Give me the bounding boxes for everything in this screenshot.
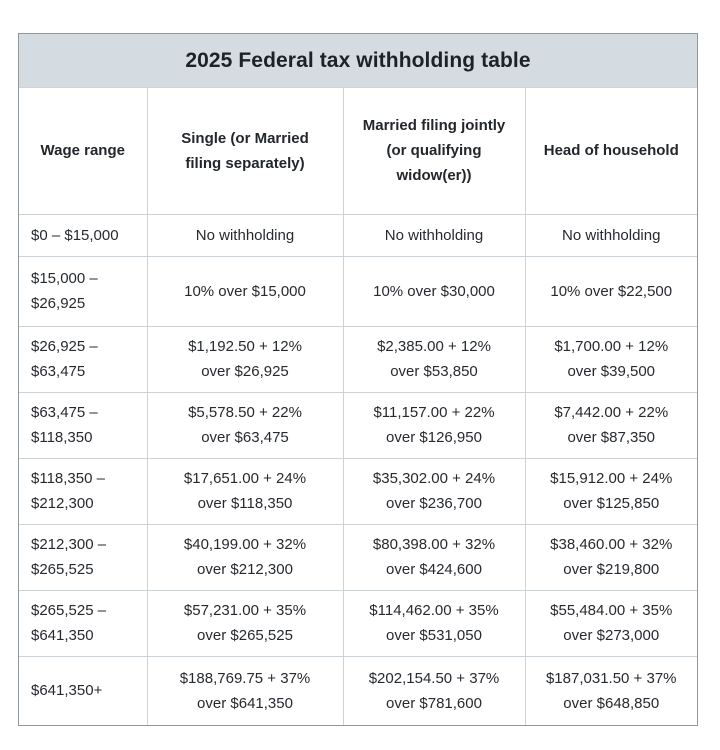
cell-married-jointly: $11,157.00 + 22% over $126,950 bbox=[343, 392, 525, 458]
table-row bbox=[19, 256, 697, 326]
cell-married-jointly: $35,302.00 + 24% over $236,700 bbox=[343, 458, 525, 524]
cell-wage-range: $265,525 – $641,350 bbox=[19, 590, 147, 656]
cell-married-jointly: $80,398.00 + 32% over $424,600 bbox=[343, 524, 525, 590]
table-row bbox=[19, 590, 697, 656]
table-row bbox=[19, 392, 697, 458]
cell-single: No withholding bbox=[147, 214, 343, 256]
cell-married-jointly: $202,154.50 + 37% over $781,600 bbox=[343, 656, 525, 725]
cell-wage-range: $15,000 – $26,925 bbox=[19, 256, 147, 326]
header-wage-range: Wage range bbox=[19, 88, 147, 214]
cell-head-of-household: $7,442.00 + 22% over $87,350 bbox=[525, 392, 697, 458]
header-head-of-household: Head of household bbox=[525, 88, 697, 214]
header-single: Single (or Married filing separately) bbox=[147, 88, 343, 214]
header-row bbox=[19, 88, 697, 214]
cell-single: $40,199.00 + 32% over $212,300 bbox=[147, 524, 343, 590]
cell-single: $1,192.50 + 12% over $26,925 bbox=[147, 326, 343, 392]
table-title: 2025 Federal tax withholding table bbox=[19, 34, 697, 88]
cell-head-of-household: $38,460.00 + 32% over $219,800 bbox=[525, 524, 697, 590]
cell-single: 10% over $15,000 bbox=[147, 256, 343, 326]
cell-married-jointly: No withholding bbox=[343, 214, 525, 256]
cell-wage-range: $0 – $15,000 bbox=[19, 214, 147, 256]
header-married-jointly: Married filing jointly (or qualifying widow(er)) bbox=[343, 88, 525, 214]
cell-wage-range: $212,300 – $265,525 bbox=[19, 524, 147, 590]
table-row bbox=[19, 326, 697, 392]
table-row bbox=[19, 656, 697, 725]
cell-wage-range: $63,475 – $118,350 bbox=[19, 392, 147, 458]
cell-single: $188,769.75 + 37% over $641,350 bbox=[147, 656, 343, 725]
table-row bbox=[19, 524, 697, 590]
cell-wage-range: $26,925 – $63,475 bbox=[19, 326, 147, 392]
cell-head-of-household: $1,700.00 + 12% over $39,500 bbox=[525, 326, 697, 392]
tax-table-grid bbox=[19, 88, 697, 725]
cell-married-jointly: $2,385.00 + 12% over $53,850 bbox=[343, 326, 525, 392]
cell-single: $57,231.00 + 35% over $265,525 bbox=[147, 590, 343, 656]
cell-head-of-household: $55,484.00 + 35% over $273,000 bbox=[525, 590, 697, 656]
cell-head-of-household: No withholding bbox=[525, 214, 697, 256]
cell-married-jointly: $114,462.00 + 35% over $531,050 bbox=[343, 590, 525, 656]
cell-wage-range: $641,350+ bbox=[19, 656, 147, 725]
cell-head-of-household: 10% over $22,500 bbox=[525, 256, 697, 326]
tax-withholding-table bbox=[18, 33, 698, 726]
cell-married-jointly: 10% over $30,000 bbox=[343, 256, 525, 326]
cell-single: $17,651.00 + 24% over $118,350 bbox=[147, 458, 343, 524]
table-row bbox=[19, 458, 697, 524]
cell-wage-range: $118,350 – $212,300 bbox=[19, 458, 147, 524]
cell-head-of-household: $15,912.00 + 24% over $125,850 bbox=[525, 458, 697, 524]
table-row bbox=[19, 214, 697, 256]
cell-head-of-household: $187,031.50 + 37% over $648,850 bbox=[525, 656, 697, 725]
cell-single: $5,578.50 + 22% over $63,475 bbox=[147, 392, 343, 458]
